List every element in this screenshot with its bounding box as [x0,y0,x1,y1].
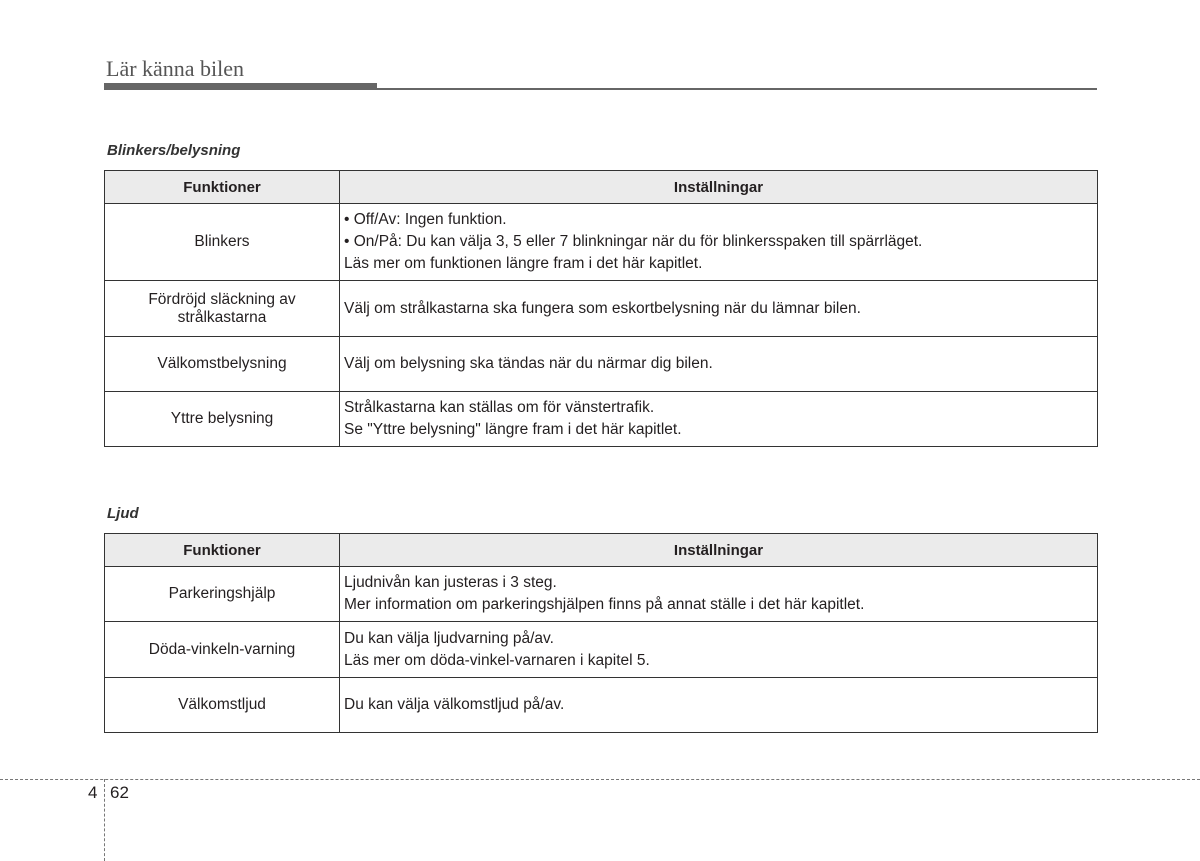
settings-cell [340,337,1098,392]
settings-cell [340,281,1098,337]
table-header-row [105,171,1098,204]
settings-line: Du kan välja välkomstljud på/av. [344,696,565,713]
sound-table [104,533,1098,733]
settings-line: • On/På: Du kan välja 3, 5 eller 7 blinkningar när du för blinkersspaken till spärrläget. [344,233,923,250]
function-cell: Fördröjd släckning av strålkastarna [105,281,340,337]
settings-cell [340,567,1098,622]
section-title-lighting: Blinkers/belysning [107,142,241,159]
table-row [105,678,1098,733]
function-cell: Parkeringshjälp [105,567,340,622]
table-row [105,337,1098,392]
function-cell: Yttre belysning [105,392,340,447]
header-rule [104,88,1097,90]
footer-divider [104,779,105,861]
chapter-number: 4 [88,783,98,802]
settings-cell [340,678,1098,733]
table-row [105,204,1098,281]
settings-line: Välj om strålkastarna ska fungera som eskortbelysning när du lämnar bilen. [344,299,861,317]
settings-line: Ljudnivån kan justeras i 3 steg. [344,574,557,591]
settings-line: Läs mer om funktionen längre fram i det här kapitlet. [344,255,703,272]
settings-line: Läs mer om döda-vinkel-varnaren i kapitel 5. [344,651,650,669]
table-header-row [105,534,1098,567]
settings-cell [340,622,1098,678]
settings-cell [340,392,1098,447]
function-cell: Välkomstbelysning [105,337,340,392]
table-row [105,622,1098,678]
chapter-title: Lär känna bilen [106,56,245,81]
footer-rule [0,779,1200,780]
function-cell: Blinkers [105,204,340,281]
settings-line: Mer information om parkeringshjälpen finns på annat ställe i det här kapitlet. [344,596,865,613]
column-header: Funktioner [105,171,340,204]
settings-line: Strålkastarna kan ställas om för vänstertrafik. [344,399,655,416]
column-header: Funktioner [105,534,340,567]
column-header: Inställningar [340,534,1098,567]
function-cell: Döda-vinkeln-varning [105,622,340,678]
lighting-table [104,170,1098,447]
settings-line: • Off/Av: Ingen funktion. [344,211,507,228]
table-row [105,392,1098,447]
column-header: Inställningar [340,171,1098,204]
settings-cell [340,204,1098,281]
section-title-sound: Ljud [107,505,139,522]
settings-line: Du kan välja ljudvarning på/av. [344,629,554,647]
table-row [105,281,1098,337]
page-number: 62 [110,783,129,802]
settings-line: Välj om belysning ska tändas när du närmar dig bilen. [344,355,713,372]
function-cell: Välkomstljud [105,678,340,733]
settings-line: Se "Yttre belysning" längre fram i det här kapitlet. [344,421,682,438]
table-row [105,567,1098,622]
